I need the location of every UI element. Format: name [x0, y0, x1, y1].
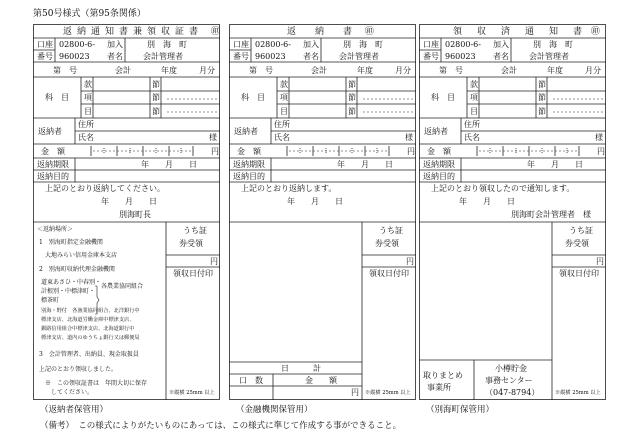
message: 上記のとおり領収したので通知します。: [431, 184, 575, 193]
account-number: 02800-6-: [255, 40, 291, 49]
yen-label: 円: [407, 147, 415, 156]
deadline-date: 年 月 日: [337, 160, 393, 169]
account-number-2: 960023: [59, 52, 90, 61]
remarks: （備考） この様式によりがたいものにあっては、この様式に準じて作成する事ができること。: [40, 421, 402, 431]
totals-heading: 日 計: [281, 364, 321, 373]
accounting-label: 会計: [311, 66, 327, 75]
caption-payer-copy: （返納者保管用）: [40, 405, 109, 415]
account-label-2: 番号: [37, 52, 53, 61]
payment-item: 2 別海町収納代理金融機関: [39, 266, 115, 273]
subject-label: 科 目: [241, 93, 265, 102]
issue-date: 年 月 日: [287, 197, 343, 206]
receipt-uchi: うち証: [569, 226, 593, 235]
payer-label: 返納者: [38, 127, 62, 136]
sama-label: 様: [595, 133, 603, 142]
received-note: 上記のとおり領収しました。: [39, 366, 118, 373]
amount-label: 金 額: [41, 147, 65, 156]
keep-note: ※ この領収証書は 年間大切に保存: [45, 380, 148, 387]
panel-bank-copy: [229, 24, 416, 400]
issue-date: 年 月 日: [459, 197, 515, 206]
yen-label: 円: [597, 147, 605, 156]
account-label-2: 番号: [423, 52, 439, 61]
totals-count: 口 数: [239, 376, 263, 385]
no-label: 第 号: [249, 66, 273, 75]
no-label: 第 号: [439, 66, 463, 75]
setsu-label: 節: [152, 93, 160, 102]
fiscal-label: 年度: [161, 66, 177, 75]
moku-label: 目: [280, 107, 288, 116]
setsu-label: 節: [152, 80, 160, 89]
account-number-2: 960023: [445, 52, 476, 61]
office-phone: （047-8794）: [485, 388, 540, 397]
payment-place-heading: ＜返納場所＞: [37, 226, 74, 233]
subscriber-label: 加入: [107, 40, 123, 49]
org-name: 別 海 町: [533, 40, 573, 49]
setsu-label: 節: [348, 107, 356, 116]
receipt-yen: 円: [596, 257, 604, 266]
panel-title: 領 収 済 通 知 書 ㊞: [453, 27, 603, 37]
setsu-label: 節: [348, 93, 356, 102]
moku-label: 目: [470, 107, 478, 116]
payment-item: 計根別・中標津町・: [41, 288, 96, 295]
size-note: ※縦横 25mm 以上: [555, 390, 601, 396]
accounting-label: 会計: [501, 66, 517, 75]
fiscal-label: 年度: [357, 66, 373, 75]
payer-label: 返納者: [424, 127, 448, 136]
no-label: 第 号: [53, 66, 77, 75]
receipt-uchi: うち証: [183, 226, 207, 235]
purpose-label: 返納目的: [233, 172, 265, 181]
office-name-2: 事務センター: [485, 376, 533, 385]
kan-label: 款: [470, 80, 478, 89]
subject-label: 科 目: [45, 93, 69, 102]
size-note: ※縦横 25mm 以上: [169, 390, 215, 396]
caption-town-copy: （別海町保管用）: [426, 405, 495, 415]
address-label: 住所: [464, 120, 480, 129]
receipt-yen: 円: [210, 257, 218, 266]
payment-item: 道東あさひ・中春別・: [41, 279, 102, 286]
receipt-yen: 円: [406, 257, 414, 266]
size-note: ※縦横 25mm 以上: [365, 390, 411, 396]
name-label: 氏名: [78, 133, 94, 142]
kan-label: 款: [84, 80, 92, 89]
month-label: 月分: [199, 66, 215, 75]
account-label: 口座: [233, 40, 249, 49]
payment-item: 各農業協同組合: [101, 283, 144, 290]
address-label: 住所: [78, 120, 94, 129]
sama-label: 様: [405, 133, 413, 142]
address-label: 住所: [274, 120, 290, 129]
issue-date: 年 月 日: [101, 197, 157, 206]
account-number: 02800-6-: [445, 40, 481, 49]
subscriber-label: 加入: [493, 40, 509, 49]
receipt-kenju: 券受領: [179, 239, 203, 248]
subscriber-label-2: 者名: [107, 52, 123, 61]
caption-bank-copy: （金融機関保管用）: [236, 405, 313, 415]
payment-item: 標茶町: [41, 297, 60, 304]
org-name: 別 海 町: [343, 40, 383, 49]
panel-title: 返 納 書 ㊞: [287, 27, 379, 37]
subscriber-label-2: 者名: [303, 52, 319, 61]
subscriber-label: 加入: [303, 40, 319, 49]
name-label: 氏名: [464, 133, 480, 142]
setsu-label: 節: [538, 80, 546, 89]
totals-yen: 円: [351, 388, 359, 397]
receipt-stamp: 領収日付印: [369, 269, 409, 278]
deadline-date: 年 月 日: [141, 160, 197, 169]
month-label: 月分: [585, 66, 601, 75]
account-label: 口座: [37, 40, 53, 49]
receipt-kenju: 券受領: [565, 239, 589, 248]
panel-2-grid: [229, 24, 416, 400]
payment-item: 標津支店、道内のゆうちょ銀行又は郵便局: [41, 335, 140, 341]
panel-town-copy: [419, 24, 606, 400]
setsu-label: 節: [538, 107, 546, 116]
receipt-stamp: 領収日付印: [173, 269, 213, 278]
purpose-label: 返納目的: [37, 172, 69, 181]
account-number: 02800-6-: [59, 40, 95, 49]
org-role: 会計管理者: [143, 52, 183, 61]
amount-label: 金 額: [427, 147, 451, 156]
purpose-label: 返納目的: [423, 172, 455, 181]
payment-item: 釧路信用組合中標津支店、北海道銀行中: [41, 326, 135, 332]
keep-note-2: してください。: [51, 389, 94, 396]
account-number-2: 960023: [255, 52, 286, 61]
kou-label: 項: [470, 93, 478, 102]
deadline-label: 返納期限: [37, 160, 69, 169]
message: 上記のとおり返納します。: [241, 184, 337, 193]
office-name: 小樽貯金: [495, 364, 527, 373]
sama-label: 様: [209, 133, 217, 142]
org-role: 会計管理者: [339, 52, 379, 61]
setsu-label: 節: [538, 93, 546, 102]
payment-item: 標津支店、北海道労働金庫中標津支店、: [41, 317, 135, 323]
org-role: 会計管理者: [529, 52, 569, 61]
moku-label: 目: [84, 107, 92, 116]
yen-label: 円: [211, 147, 219, 156]
panel-payer-copy: [33, 24, 225, 400]
kou-label: 項: [280, 93, 288, 102]
subject-label: 科 目: [431, 93, 455, 102]
accounting-label: 会計: [115, 66, 131, 75]
deadline-date: 年 月 日: [527, 160, 583, 169]
amount-label: 金 額: [237, 147, 261, 156]
recipient: 別海町会計管理者 様: [511, 210, 591, 219]
deadline-label: 返納期限: [423, 160, 455, 169]
payment-item: 大地みらい信用金庫本支店: [45, 252, 118, 259]
account-label-2: 番号: [233, 52, 249, 61]
form-header: 第50号様式（第95条関係）: [33, 9, 146, 19]
panel-title: 返納通知書兼領収証書 ㊞: [63, 27, 225, 37]
payer-label: 返納者: [234, 127, 258, 136]
kan-label: 款: [280, 80, 288, 89]
receipt-uchi: うち証: [379, 226, 403, 235]
setsu-label: 節: [152, 107, 160, 116]
payment-item: 1 別海町指定金融機関: [39, 239, 103, 246]
month-label: 月分: [395, 66, 411, 75]
receipt-stamp: 領収日付印: [559, 269, 599, 278]
receipt-kenju: 券受領: [375, 239, 399, 248]
message: 上記のとおり返納してください。: [45, 184, 165, 193]
setsu-label: 節: [348, 80, 356, 89]
office-label: 取りまとめ: [423, 371, 463, 380]
account-label: 口座: [423, 40, 439, 49]
payment-item: 別海・野付 各漁業協同組合、北洋銀行中: [41, 308, 140, 314]
issuer: 別海町長: [119, 210, 151, 219]
subscriber-label-2: 者名: [493, 52, 509, 61]
payment-item: 3 会計管理者、出納員、現金取扱員: [39, 351, 139, 358]
kou-label: 項: [84, 93, 92, 102]
deadline-label: 返納期限: [233, 160, 265, 169]
totals-amount: 金 額: [305, 376, 337, 385]
fiscal-label: 年度: [547, 66, 563, 75]
office-label-2: 事業所: [427, 383, 451, 392]
name-label: 氏名: [274, 133, 290, 142]
org-name: 別 海 町: [147, 40, 187, 49]
